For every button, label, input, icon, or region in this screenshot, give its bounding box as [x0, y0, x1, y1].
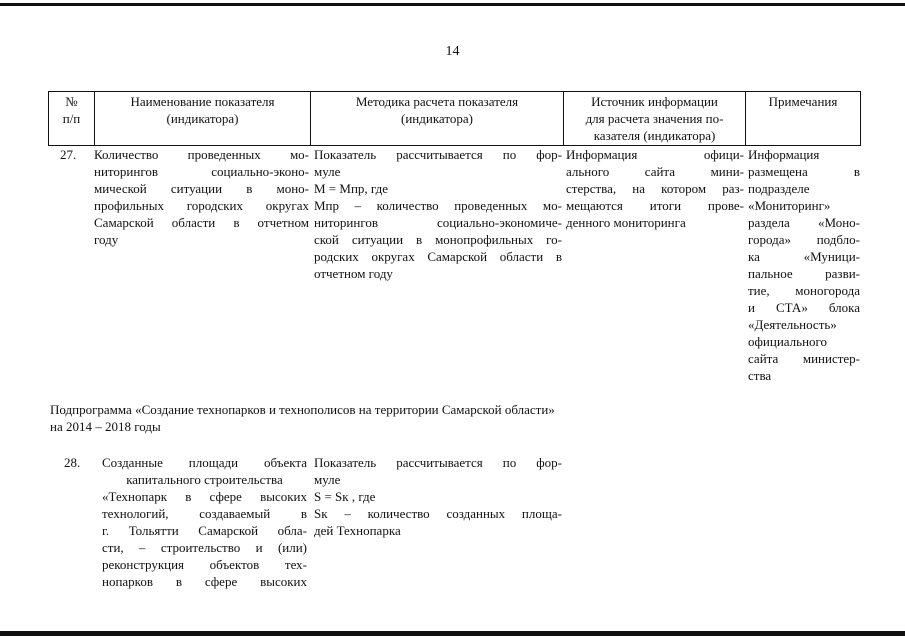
header-name: Наименование показателя	[130, 94, 275, 109]
bottom-border	[0, 631, 905, 636]
header-notes: Примечания	[768, 94, 838, 109]
top-border	[0, 3, 905, 6]
header-name-sub: (индикатора)	[166, 111, 239, 126]
header-method-sub: (индикатора)	[401, 111, 473, 126]
header-num-sub: п/п	[62, 111, 81, 126]
header-source-sub2: казателя (индикатора)	[593, 128, 716, 143]
header-source: Источник информации	[591, 94, 718, 109]
header-source-sub: для расчета значения по-	[585, 111, 724, 126]
page-number: 14	[445, 44, 460, 59]
header-method: Методика расчета показателя	[355, 94, 519, 109]
row-number: 28.	[64, 455, 81, 470]
row-number: 27.	[60, 147, 77, 162]
header-num: №	[65, 94, 78, 109]
